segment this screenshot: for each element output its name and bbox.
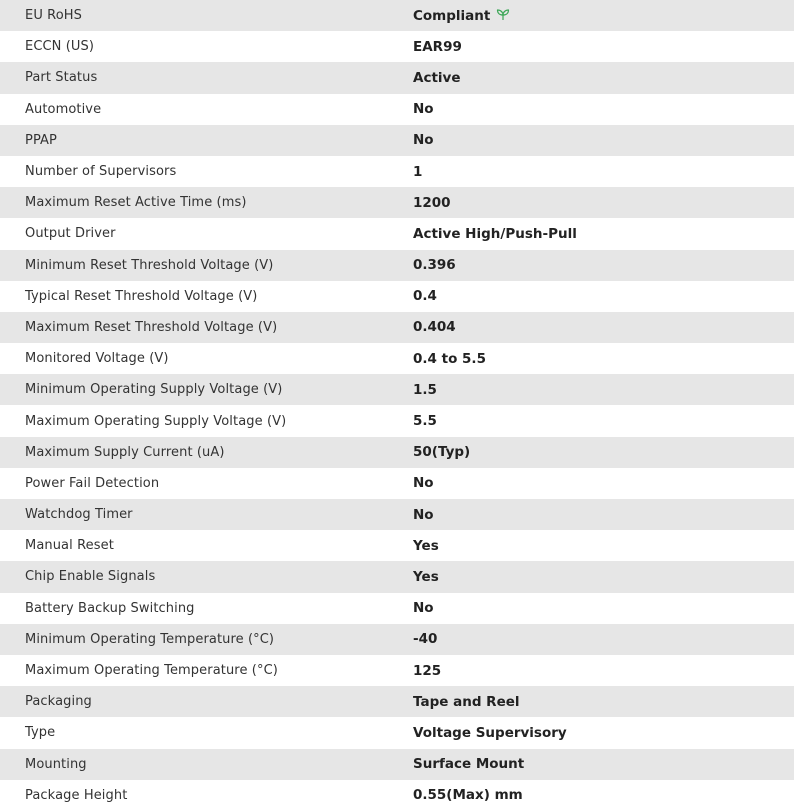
spec-value: No	[413, 499, 794, 530]
spec-row-typ-reset-threshold	[0, 281, 794, 312]
spec-value: 5.5	[413, 405, 794, 436]
spec-value: 1	[413, 156, 794, 187]
spec-row-eu-rohs	[0, 0, 794, 31]
spec-value: Active	[413, 62, 794, 93]
spec-label: ECCN (US)	[0, 31, 413, 62]
spec-label: Manual Reset	[0, 530, 413, 561]
spec-value: 1200	[413, 187, 794, 218]
spec-label: Maximum Operating Temperature (°C)	[0, 655, 413, 686]
spec-row-chip-enable-signals	[0, 561, 794, 592]
leaf-icon	[496, 9, 510, 21]
spec-label: Battery Backup Switching	[0, 593, 413, 624]
spec-row-package-height	[0, 780, 794, 811]
spec-value: 125	[413, 655, 794, 686]
spec-row-automotive	[0, 94, 794, 125]
spec-label: Maximum Supply Current (uA)	[0, 437, 413, 468]
spec-label: Packaging	[0, 686, 413, 717]
spec-row-part-status	[0, 62, 794, 93]
spec-label: Typical Reset Threshold Voltage (V)	[0, 281, 413, 312]
spec-label: Maximum Reset Threshold Voltage (V)	[0, 312, 413, 343]
spec-row-monitored-voltage	[0, 343, 794, 374]
spec-value: 0.4 to 5.5	[413, 343, 794, 374]
spec-value: Compliant	[413, 7, 491, 24]
spec-row-max-reset-threshold	[0, 312, 794, 343]
spec-row-packaging	[0, 686, 794, 717]
spec-label: EU RoHS	[0, 0, 413, 31]
spec-value: EAR99	[413, 31, 794, 62]
spec-row-min-supply-voltage	[0, 374, 794, 405]
spec-row-battery-backup-switching	[0, 593, 794, 624]
spec-label: PPAP	[0, 125, 413, 156]
spec-row-max-reset-active-time	[0, 187, 794, 218]
spec-row-ppap	[0, 125, 794, 156]
spec-row-max-operating-temperature	[0, 655, 794, 686]
spec-row-min-reset-threshold	[0, 250, 794, 281]
spec-label: Mounting	[0, 749, 413, 780]
spec-value: Yes	[413, 561, 794, 592]
spec-value: 1.5	[413, 374, 794, 405]
spec-value: Surface Mount	[413, 749, 794, 780]
spec-value: -40	[413, 624, 794, 655]
spec-row-manual-reset	[0, 530, 794, 561]
spec-label: Part Status	[0, 62, 413, 93]
spec-label: Power Fail Detection	[0, 468, 413, 499]
spec-row-watchdog-timer	[0, 499, 794, 530]
spec-value: Voltage Supervisory	[413, 717, 794, 748]
spec-value: No	[413, 468, 794, 499]
spec-label: Minimum Operating Temperature (°C)	[0, 624, 413, 655]
spec-value: No	[413, 94, 794, 125]
spec-label: Chip Enable Signals	[0, 561, 413, 592]
spec-label: Minimum Reset Threshold Voltage (V)	[0, 250, 413, 281]
spec-value: No	[413, 125, 794, 156]
spec-label: Automotive	[0, 94, 413, 125]
spec-value: Tape and Reel	[413, 686, 794, 717]
spec-label: Number of Supervisors	[0, 156, 413, 187]
spec-label: Type	[0, 717, 413, 748]
spec-row-mounting	[0, 749, 794, 780]
spec-value: 0.4	[413, 281, 794, 312]
spec-value: 50(Typ)	[413, 437, 794, 468]
spec-row-output-driver	[0, 218, 794, 249]
spec-row-power-fail-detection	[0, 468, 794, 499]
spec-label: Minimum Operating Supply Voltage (V)	[0, 374, 413, 405]
spec-value: Yes	[413, 530, 794, 561]
spec-row-max-supply-voltage	[0, 405, 794, 436]
spec-row-max-supply-current	[0, 437, 794, 468]
spec-value: No	[413, 593, 794, 624]
spec-label: Watchdog Timer	[0, 499, 413, 530]
spec-row-eccn	[0, 31, 794, 62]
spec-value: 0.55(Max) mm	[413, 780, 794, 811]
spec-value: 0.404	[413, 312, 794, 343]
spec-row-min-operating-temperature	[0, 624, 794, 655]
spec-value-cell	[413, 0, 794, 31]
spec-value: 0.396	[413, 250, 794, 281]
spec-label: Package Height	[0, 780, 413, 811]
spec-row-type	[0, 717, 794, 748]
spec-label: Maximum Operating Supply Voltage (V)	[0, 405, 413, 436]
spec-row-number-of-supervisors	[0, 156, 794, 187]
spec-label: Monitored Voltage (V)	[0, 343, 413, 374]
spec-value: Active High/Push-Pull	[413, 218, 794, 249]
spec-label: Output Driver	[0, 218, 413, 249]
spec-label: Maximum Reset Active Time (ms)	[0, 187, 413, 218]
